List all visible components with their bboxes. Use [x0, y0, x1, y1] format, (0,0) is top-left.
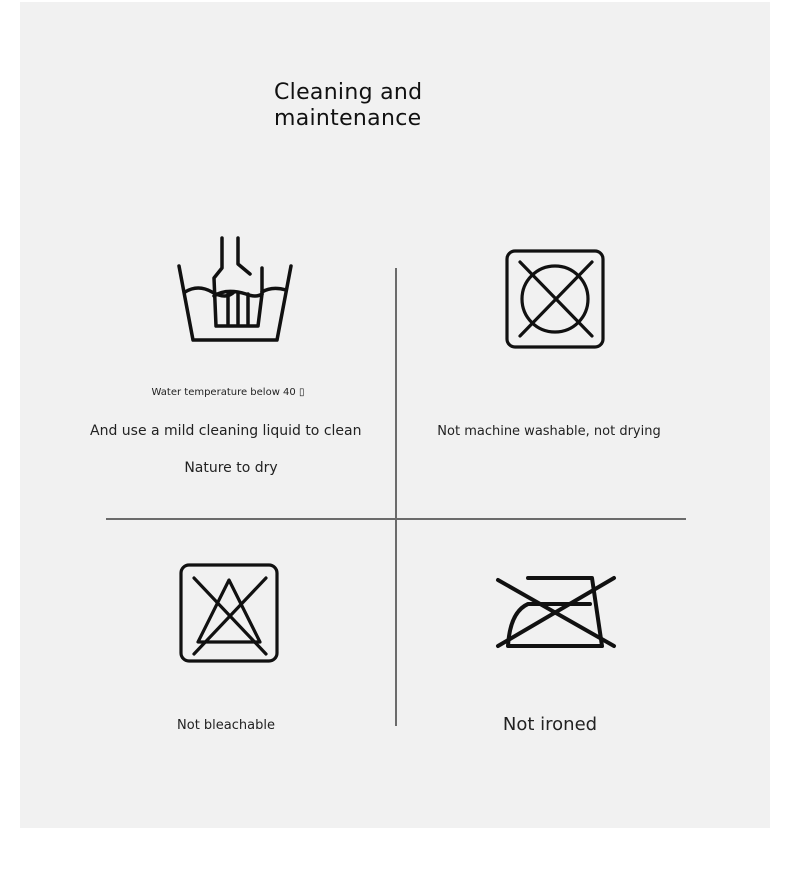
hand-wash-icon: [176, 234, 294, 344]
do-not-tumble-dry-icon: [504, 248, 606, 350]
title-line-2: maintenance: [274, 106, 422, 131]
vertical-divider: [395, 268, 397, 726]
not-ironed-label: Not ironed: [502, 714, 598, 735]
water-temperature-note: Water temperature below 40 ▯: [151, 387, 305, 398]
do-not-bleach-icon: [178, 562, 280, 664]
not-bleachable-label: Not bleachable: [177, 718, 275, 733]
horizontal-divider: [106, 518, 686, 520]
not-machine-washable-label: Not machine washable, not drying: [437, 424, 661, 439]
mild-cleaning-text: And use a mild cleaning liquid to clean: [90, 423, 362, 439]
do-not-iron-icon: [494, 572, 620, 654]
title-line-1: Cleaning and: [274, 80, 423, 105]
natural-dry-text: Nature to dry: [184, 460, 278, 476]
page-title: [274, 80, 534, 132]
